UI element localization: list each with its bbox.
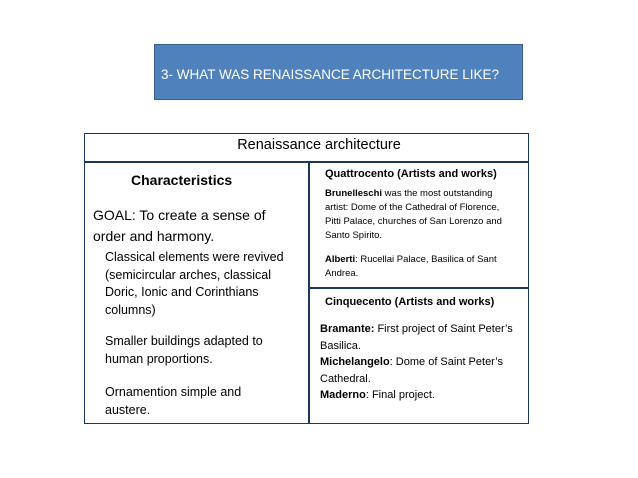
cinquecento-heading: Cinquecento (Artists and works) [325, 296, 495, 308]
cinquecento-entries: Bramante: First project of Saint Peter’s Basilica. Michelangelo: Dome of Saint Peter’s Cathedral. Maderno: Final project. [320, 323, 513, 401]
point-classical-elements: Classical elements were revived (semicircular arches, classical Doric, Ionic and Corinthians columns) [105, 250, 284, 317]
column-divider [308, 161, 310, 424]
point-ornamentation: Ornamention simple and austere. [105, 385, 242, 417]
right-row-divider [308, 287, 529, 289]
table-header: Renaissance architecture [237, 137, 401, 153]
header-divider [84, 161, 529, 163]
brunelleschi-entry: Brunelleschi was the most outstanding artist: Dome of the Cathedral of Florence, Pitti Palace, churches of San Lorenzo and Santo Spirito. [325, 188, 502, 241]
quattrocento-heading: Quattrocento (Artists and works) [325, 168, 497, 180]
alberti-entry: Alberti: Rucellai Palace, Basilica of Sant Andrea. [325, 254, 497, 279]
characteristics-heading: Characteristics [131, 172, 233, 188]
slide-title: 3- WHAT WAS RENAISSANCE ARCHITECTURE LIKE? [161, 67, 500, 82]
point-smaller-buildings: Smaller buildings adapted to human proportions. [105, 334, 263, 366]
goal-text: GOAL: To create a sense of order and harmony. [93, 207, 266, 244]
